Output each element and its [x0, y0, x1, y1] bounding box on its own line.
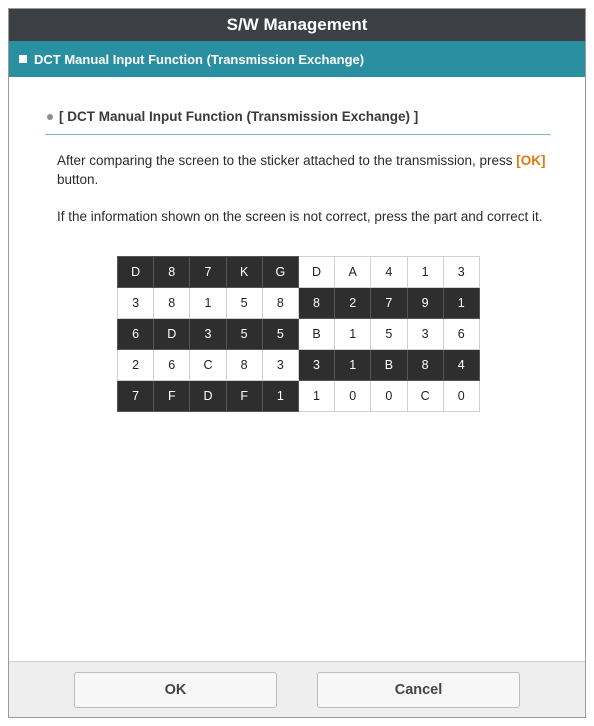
grid-cell[interactable]: 0 [443, 381, 479, 412]
grid-cell[interactable]: 7 [371, 288, 407, 319]
grid-cell[interactable]: 3 [118, 288, 154, 319]
grid-cell[interactable]: 0 [335, 381, 371, 412]
grid-row [118, 350, 480, 381]
grid-cell[interactable]: 1 [190, 288, 226, 319]
grid-cell[interactable]: 3 [262, 350, 298, 381]
grid-cell[interactable]: 5 [226, 288, 262, 319]
grid-row [118, 288, 480, 319]
grid-cell[interactable]: 1 [335, 350, 371, 381]
grid-cell[interactable]: D [190, 381, 226, 412]
grid-cell[interactable]: G [262, 257, 298, 288]
instruction-correct: If the information shown on the screen is not correct, press the part and correct it. [57, 209, 543, 224]
window-title: S/W Management [226, 15, 368, 34]
footer-bar [9, 661, 585, 717]
sub-header-title: DCT Manual Input Function (Transmission Exchange) [34, 51, 365, 67]
grid-cell[interactable]: 5 [226, 319, 262, 350]
grid-cell[interactable]: D [118, 257, 154, 288]
grid-cell[interactable]: F [226, 381, 262, 412]
sw-management-window [8, 8, 586, 718]
grid-cell[interactable]: 2 [118, 350, 154, 381]
instruction-compare [57, 151, 551, 189]
grid-cell[interactable]: 6 [154, 350, 190, 381]
grid-cell[interactable]: 1 [298, 381, 334, 412]
grid-cell[interactable]: K [226, 257, 262, 288]
grid-cell[interactable]: B [371, 350, 407, 381]
sub-header-bar [9, 41, 585, 77]
grid-cell[interactable]: B [298, 319, 334, 350]
grid-cell[interactable]: 8 [154, 257, 190, 288]
grid-cell[interactable]: 8 [154, 288, 190, 319]
grid-cell[interactable]: 7 [190, 257, 226, 288]
grid-cell[interactable]: 5 [262, 319, 298, 350]
grid-cell[interactable]: 5 [371, 319, 407, 350]
dot-bullet-icon [47, 114, 53, 120]
grid-cell[interactable]: 8 [298, 288, 334, 319]
grid-cell[interactable]: 6 [118, 319, 154, 350]
section-title-text: [ DCT Manual Input Function (Transmission Exchange) ] [59, 109, 419, 124]
grid-cell[interactable]: 8 [407, 350, 443, 381]
grid-cell[interactable]: 1 [262, 381, 298, 412]
grid-cell[interactable]: 1 [443, 288, 479, 319]
grid-cell[interactable]: 4 [371, 257, 407, 288]
main-content [9, 77, 585, 412]
grid-cell[interactable]: D [298, 257, 334, 288]
window-title-bar [9, 9, 585, 41]
grid-cell[interactable]: 1 [335, 319, 371, 350]
instruction-compare-tail: button. [57, 172, 99, 187]
grid-cell[interactable]: 6 [443, 319, 479, 350]
grid-cell[interactable]: 1 [407, 257, 443, 288]
grid-cell[interactable]: D [154, 319, 190, 350]
grid-cell[interactable]: F [154, 381, 190, 412]
section-heading [45, 109, 551, 135]
square-bullet-icon [19, 55, 27, 63]
grid-cell[interactable]: A [335, 257, 371, 288]
grid-cell[interactable]: C [407, 381, 443, 412]
grid-row [118, 319, 480, 350]
grid-cell[interactable]: 3 [190, 319, 226, 350]
ok-button[interactable]: OK [74, 672, 277, 708]
grid-cell[interactable]: 7 [118, 381, 154, 412]
grid-cell[interactable]: 4 [443, 350, 479, 381]
instruction-compare-text: After comparing the screen to the sticker attached to the transmission, press [57, 153, 517, 168]
grid-cell[interactable]: C [190, 350, 226, 381]
code-grid-container [117, 256, 551, 412]
grid-cell[interactable]: 3 [298, 350, 334, 381]
grid-cell[interactable]: 9 [407, 288, 443, 319]
grid-cell[interactable]: 2 [335, 288, 371, 319]
code-grid [117, 256, 480, 412]
grid-cell[interactable]: 8 [226, 350, 262, 381]
ok-highlight-text: [OK] [516, 153, 546, 168]
cancel-button[interactable]: Cancel [317, 672, 520, 708]
grid-cell[interactable]: 0 [371, 381, 407, 412]
grid-cell[interactable]: 8 [262, 288, 298, 319]
grid-cell[interactable]: 3 [443, 257, 479, 288]
grid-row [118, 257, 480, 288]
grid-row [118, 381, 480, 412]
grid-cell[interactable]: 3 [407, 319, 443, 350]
